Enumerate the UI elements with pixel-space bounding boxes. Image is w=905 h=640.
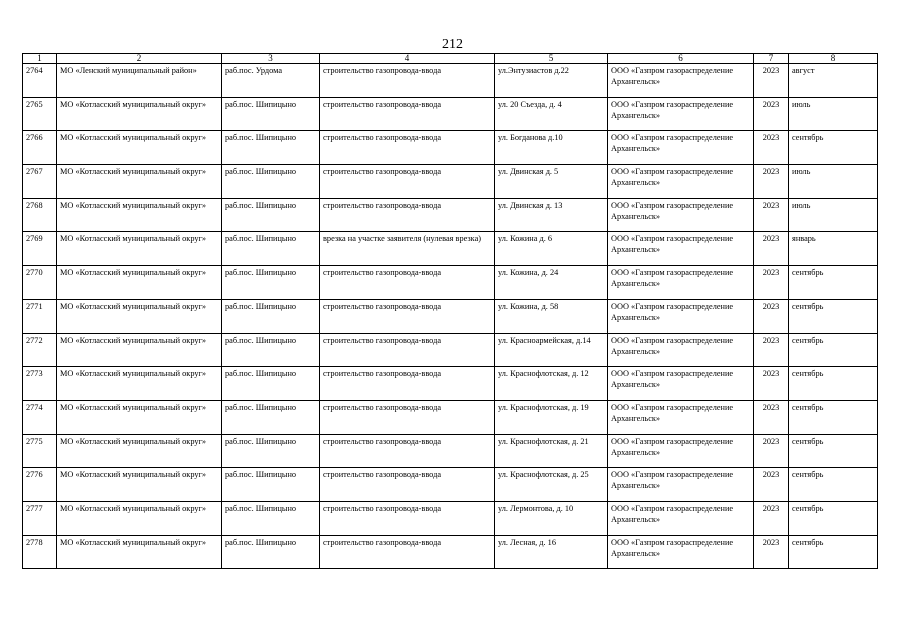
address-cell: ул. Краснофлотская, д. 19 (495, 400, 608, 434)
year-cell: 2023 (754, 434, 789, 468)
municipality-cell: МО «Котласский муниципальный округ» (57, 198, 222, 232)
work-type-cell: врезка на участке заявителя (нулевая врезка) (320, 232, 495, 266)
month-cell: сентябрь (789, 131, 878, 165)
year-cell: 2023 (754, 468, 789, 502)
month-cell: сентябрь (789, 299, 878, 333)
year-cell: 2023 (754, 131, 789, 165)
table-row (23, 333, 878, 367)
municipality-cell: МО «Котласский муниципальный округ» (57, 434, 222, 468)
year-cell: 2023 (754, 299, 789, 333)
address-cell: ул. 20 Съезда, д. 4 (495, 97, 608, 131)
municipality-cell: МО «Котласский муниципальный округ» (57, 400, 222, 434)
organization-cell: ООО «Газпром газораспределение Архангельск» (608, 64, 754, 98)
year-cell: 2023 (754, 400, 789, 434)
month-cell: сентябрь (789, 535, 878, 569)
row-number-cell: 2766 (23, 131, 57, 165)
month-cell: сентябрь (789, 333, 878, 367)
work-type-cell: строительство газопровода-ввода (320, 400, 495, 434)
address-cell: ул. Двинская д. 5 (495, 165, 608, 199)
work-type-cell: строительство газопровода-ввода (320, 165, 495, 199)
row-number-cell: 2775 (23, 434, 57, 468)
year-cell: 2023 (754, 501, 789, 535)
column-header: 2 (57, 54, 222, 64)
month-cell: январь (789, 232, 878, 266)
work-type-cell: строительство газопровода-ввода (320, 131, 495, 165)
row-number-cell: 2771 (23, 299, 57, 333)
table-row (23, 232, 878, 266)
settlement-cell: раб.пос. Шипицыно (222, 333, 320, 367)
work-type-cell: строительство газопровода-ввода (320, 535, 495, 569)
column-header: 1 (23, 54, 57, 64)
municipality-cell: МО «Котласский муниципальный округ» (57, 468, 222, 502)
year-cell: 2023 (754, 535, 789, 569)
month-cell: сентябрь (789, 468, 878, 502)
row-number-cell: 2778 (23, 535, 57, 569)
address-cell: ул. Кожина д. 6 (495, 232, 608, 266)
organization-cell: ООО «Газпром газораспределение Архангельск» (608, 97, 754, 131)
organization-cell: ООО «Газпром газораспределение Архангельск» (608, 333, 754, 367)
table-row (23, 400, 878, 434)
address-cell: ул. Краснофлотская, д. 12 (495, 367, 608, 401)
row-number-cell: 2774 (23, 400, 57, 434)
municipality-cell: МО «Котласский муниципальный округ» (57, 535, 222, 569)
municipality-cell: МО «Котласский муниципальный округ» (57, 97, 222, 131)
organization-cell: ООО «Газпром газораспределение Архангельск» (608, 434, 754, 468)
settlement-cell: раб.пос. Шипицыно (222, 198, 320, 232)
organization-cell: ООО «Газпром газораспределение Архангельск» (608, 198, 754, 232)
year-cell: 2023 (754, 97, 789, 131)
municipality-cell: МО «Ленский муниципальный район» (57, 64, 222, 98)
row-number-cell: 2773 (23, 367, 57, 401)
organization-cell: ООО «Газпром газораспределение Архангельск» (608, 266, 754, 300)
work-type-cell: строительство газопровода-ввода (320, 434, 495, 468)
year-cell: 2023 (754, 367, 789, 401)
organization-cell: ООО «Газпром газораспределение Архангельск» (608, 131, 754, 165)
row-number-cell: 2777 (23, 501, 57, 535)
address-cell: ул. Кожина, д. 24 (495, 266, 608, 300)
month-cell: сентябрь (789, 367, 878, 401)
year-cell: 2023 (754, 64, 789, 98)
table-row (23, 501, 878, 535)
row-number-cell: 2769 (23, 232, 57, 266)
row-number-cell: 2764 (23, 64, 57, 98)
row-number-cell: 2767 (23, 165, 57, 199)
address-cell: ул. Краснофлотская, д. 25 (495, 468, 608, 502)
page-number: 212 (442, 37, 463, 52)
settlement-cell: раб.пос. Шипицыно (222, 131, 320, 165)
settlement-cell: раб.пос. Шипицыно (222, 535, 320, 569)
table-row (23, 266, 878, 300)
month-cell: сентябрь (789, 266, 878, 300)
table-row (23, 367, 878, 401)
address-cell: ул. Лесная, д. 16 (495, 535, 608, 569)
table-row (23, 198, 878, 232)
address-cell: ул. Краснофлотская, д. 21 (495, 434, 608, 468)
work-type-cell: строительство газопровода-ввода (320, 367, 495, 401)
organization-cell: ООО «Газпром газораспределение Архангельск» (608, 232, 754, 266)
work-type-cell: строительство газопровода-ввода (320, 333, 495, 367)
organization-cell: ООО «Газпром газораспределение Архангельск» (608, 468, 754, 502)
table-row (23, 131, 878, 165)
year-cell: 2023 (754, 165, 789, 199)
work-type-cell: строительство газопровода-ввода (320, 501, 495, 535)
address-cell: ул. Лермонтова, д. 10 (495, 501, 608, 535)
column-header: 8 (789, 54, 878, 64)
settlement-cell: раб.пос. Шипицыно (222, 299, 320, 333)
month-cell: сентябрь (789, 400, 878, 434)
table-row (23, 97, 878, 131)
row-number-cell: 2770 (23, 266, 57, 300)
address-cell: ул. Красноармейская, д.14 (495, 333, 608, 367)
settlement-cell: раб.пос. Шипицыно (222, 468, 320, 502)
work-type-cell: строительство газопровода-ввода (320, 468, 495, 502)
row-number-cell: 2768 (23, 198, 57, 232)
address-cell: ул. Двинская д. 13 (495, 198, 608, 232)
address-cell: ул. Богданова д.10 (495, 131, 608, 165)
settlement-cell: раб.пос. Шипицыно (222, 165, 320, 199)
column-header: 4 (320, 54, 495, 64)
work-type-cell: строительство газопровода-ввода (320, 64, 495, 98)
year-cell: 2023 (754, 198, 789, 232)
address-cell: ул. Кожина, д. 58 (495, 299, 608, 333)
municipality-cell: МО «Котласский муниципальный округ» (57, 367, 222, 401)
data-table (22, 53, 878, 569)
work-type-cell: строительство газопровода-ввода (320, 198, 495, 232)
column-header: 3 (222, 54, 320, 64)
column-header: 7 (754, 54, 789, 64)
month-cell: сентябрь (789, 501, 878, 535)
municipality-cell: МО «Котласский муниципальный округ» (57, 266, 222, 300)
month-cell: июль (789, 165, 878, 199)
settlement-cell: раб.пос. Шипицыно (222, 232, 320, 266)
municipality-cell: МО «Котласский муниципальный округ» (57, 232, 222, 266)
settlement-cell: раб.пос. Шипицыно (222, 367, 320, 401)
month-cell: август (789, 64, 878, 98)
municipality-cell: МО «Котласский муниципальный округ» (57, 299, 222, 333)
year-cell: 2023 (754, 232, 789, 266)
municipality-cell: МО «Котласский муниципальный округ» (57, 131, 222, 165)
row-number-cell: 2776 (23, 468, 57, 502)
organization-cell: ООО «Газпром газораспределение Архангельск» (608, 501, 754, 535)
table-row (23, 64, 878, 98)
column-number-header-row (23, 54, 878, 64)
organization-cell: ООО «Газпром газораспределение Архангельск» (608, 165, 754, 199)
row-number-cell: 2765 (23, 97, 57, 131)
year-cell: 2023 (754, 333, 789, 367)
organization-cell: ООО «Газпром газораспределение Архангельск» (608, 367, 754, 401)
month-cell: июль (789, 198, 878, 232)
month-cell: сентябрь (789, 434, 878, 468)
municipality-cell: МО «Котласский муниципальный округ» (57, 165, 222, 199)
month-cell: июль (789, 97, 878, 131)
work-type-cell: строительство газопровода-ввода (320, 299, 495, 333)
table-row (23, 468, 878, 502)
settlement-cell: раб.пос. Урдома (222, 64, 320, 98)
municipality-cell: МО «Котласский муниципальный округ» (57, 333, 222, 367)
table-row (23, 535, 878, 569)
settlement-cell: раб.пос. Шипицыно (222, 266, 320, 300)
organization-cell: ООО «Газпром газораспределение Архангельск» (608, 299, 754, 333)
settlement-cell: раб.пос. Шипицыно (222, 97, 320, 131)
settlement-cell: раб.пос. Шипицыно (222, 501, 320, 535)
address-cell: ул.Энтузиастов д.22 (495, 64, 608, 98)
table-row (23, 165, 878, 199)
column-header: 5 (495, 54, 608, 64)
municipality-cell: МО «Котласский муниципальный округ» (57, 501, 222, 535)
table-row (23, 299, 878, 333)
column-header: 6 (608, 54, 754, 64)
settlement-cell: раб.пос. Шипицыно (222, 434, 320, 468)
organization-cell: ООО «Газпром газораспределение Архангельск» (608, 400, 754, 434)
work-type-cell: строительство газопровода-ввода (320, 97, 495, 131)
organization-cell: ООО «Газпром газораспределение Архангельск» (608, 535, 754, 569)
row-number-cell: 2772 (23, 333, 57, 367)
year-cell: 2023 (754, 266, 789, 300)
table-row (23, 434, 878, 468)
settlement-cell: раб.пос. Шипицыно (222, 400, 320, 434)
work-type-cell: строительство газопровода-ввода (320, 266, 495, 300)
